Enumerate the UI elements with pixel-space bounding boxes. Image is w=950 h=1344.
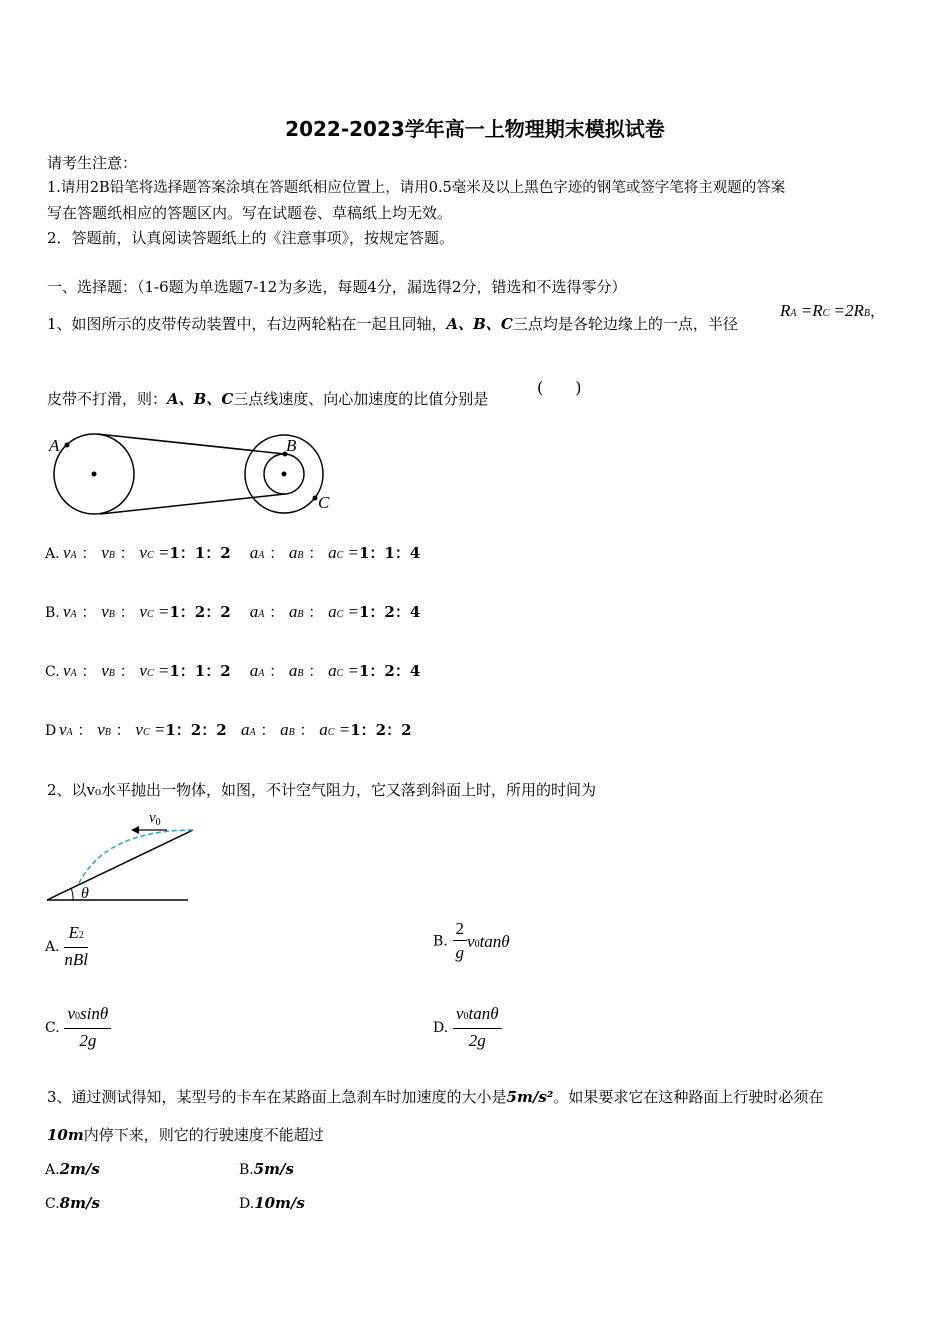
q1-stem-line2 xyxy=(47,389,488,409)
incline-line xyxy=(47,830,193,900)
point-a xyxy=(65,443,70,448)
q1-answer-paren: ( ) xyxy=(537,378,582,397)
q1-radius-equation: RA =RC =2RB， xyxy=(780,301,886,320)
q3-option-b[interactable]: B.5m/s xyxy=(239,1160,294,1178)
q1-stem-c: 皮带不打滑，则： xyxy=(47,390,168,408)
q2-option-c-fraction: $\frac{v0\sin\theta}{2g}$ xyxy=(64,1003,111,1053)
q2-option-a-fraction: $\frac{E2}{\text{nBl}}$ xyxy=(64,923,88,969)
label-b: B xyxy=(286,436,297,455)
q3-distance: 10m xyxy=(47,1126,84,1144)
q2-option-d[interactable]: D. $\frac{v0\tan\theta}{2g}$ xyxy=(433,1003,502,1053)
q1-points: A、B、C xyxy=(446,315,513,333)
q3-option-c[interactable]: C.8m/s xyxy=(45,1194,100,1212)
notice-item-1-cont: 写在答题纸相应的答题区内。写在试题卷、草稿纸上均无效。 xyxy=(47,204,453,222)
q1-option-c[interactable]: C. vA ： vB ： vC =1：1：2 aA ： aB ： aC =1：2：4 xyxy=(45,661,421,680)
wheel-bc-axle xyxy=(282,472,287,477)
q3-accel: 5m/s² xyxy=(506,1088,554,1106)
q1-stem-line1 xyxy=(47,314,738,334)
q2-stem: 2、以v₀水平抛出一物体，如图，不计空气阻力，它又落到斜面上时，所用的时间为 xyxy=(47,781,597,799)
point-c xyxy=(313,496,318,501)
q1-stem-a: 1、如图所示的皮带传动装置中，右边两轮粘在一起且同轴， xyxy=(47,315,447,333)
q3-option-a[interactable]: A.2m/s xyxy=(45,1160,100,1178)
label-a: A xyxy=(49,436,60,455)
page-title: 2022-2023学年高一上物理期末模拟试卷 xyxy=(285,117,665,141)
belt-bottom xyxy=(100,494,285,514)
q3-stem-line2: 10m内停下来，则它的行驶速度不能超过 xyxy=(47,1126,324,1144)
v0-label: $v_0$ xyxy=(149,810,161,828)
q1-option-b[interactable]: B. vA ： vB ： vC =1：2：2 aA ： aB ： aC =1：2：4 xyxy=(45,602,421,621)
q2-option-b-fraction: $\frac{2}{g}$ xyxy=(453,918,468,965)
q1-option-a[interactable]: A. vA ： vB ： vC =1：1：2 aA ： aB ： aC =1：1：4 xyxy=(45,543,421,562)
q2-option-b[interactable]: B. $\frac{2}{g}$ v0tanθ xyxy=(433,918,510,965)
wheel-a-axle xyxy=(92,472,97,477)
q1-option-d[interactable]: D vA ： vB ： vC =1：2：2 aA ： aB ： aC =1：2：2 xyxy=(45,720,412,739)
q2-option-d-fraction: $\frac{v0\tan\theta}{2g}$ xyxy=(453,1003,502,1053)
notice-item-2: 2．答题前，认真阅读答题纸上的《注意事项》，按规定答题。 xyxy=(47,229,455,247)
notice-item-1: 1.请用2B铅笔将选择题答案涂填在答题纸相应位置上，请用0.5毫米及以上黑色字迹的钢笔或签字笔将主观题的答案 xyxy=(47,180,786,196)
belt-drive-figure xyxy=(45,428,345,523)
section-heading: 一、选择题：（1-6题为单选题7-12为多选，每题4分，漏选得2分，错选和不选得零分） xyxy=(47,278,627,296)
q2-option-c[interactable]: C. $\frac{v0\sin\theta}{2g}$ xyxy=(45,1003,111,1053)
q1-stem-d: 三点线速度、向心加速度的比值分别是 xyxy=(233,390,489,408)
angle-arc xyxy=(71,888,73,900)
projectile-slope-figure xyxy=(45,805,205,905)
q1-points-2: A、B、C xyxy=(167,390,234,408)
belt-top xyxy=(97,434,285,454)
q1-stem-b: 三点均是各轮边缘上的一点，半径 xyxy=(512,315,738,333)
notice-heading: 请考生注意： xyxy=(47,154,138,172)
q3-option-d[interactable]: D.10m/s xyxy=(239,1194,305,1212)
q3-stem-line1: 3、通过测试得知，某型号的卡车在某路面上急刹车时加速度的大小是5m/s²。如果要求它在这种路面上行驶时必须在 xyxy=(47,1088,824,1106)
q2-option-a[interactable]: A. $\frac{E2}{\text{nBl}}$ xyxy=(45,922,88,972)
theta-label: θ xyxy=(81,885,89,902)
label-c: C xyxy=(318,493,330,512)
velocity-arrowhead xyxy=(131,826,139,834)
